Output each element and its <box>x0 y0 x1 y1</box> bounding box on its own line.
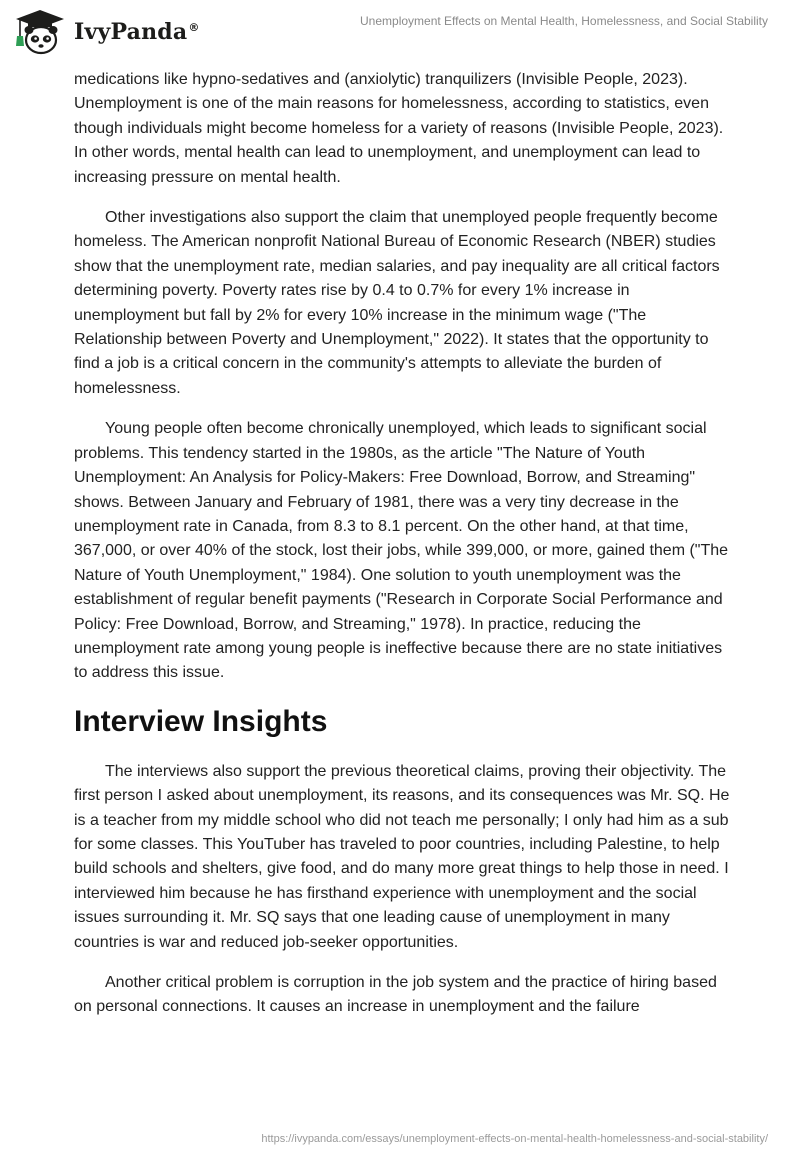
paragraph-1: medications like hypno-sedatives and (anxiolytic) tranquilizers (Invisible People, 2023). Unemployment is one of the main reasons for homelessness, according to statistics, even though individuals might become homeless for a variety of reasons (Invisible People, 2023). In other words, mental health can lead to unemployment, and unemployment can lead to increasing pressure on mental health. <box>74 71 724 186</box>
running-title: Unemployment Effects on Mental Health, Homelessness, and Social Stability <box>360 14 768 28</box>
paragraph-4: The interviews also support the previous theoretical claims, proving their objectivity. The first person I asked about unemployment, its reasons, and its consequences was Mr. SQ. He is a teacher from my middle school who did not teach me personally; I only had him as a sub for some classes. This YouTuber has traveled to poor countries, including Palestine, to help build schools and shelters, give food, and do many more great things to help those in need. I interviewed him because he has firsthand experience with unemployment and the social issues surrounding it. Mr. SQ says that one leading cause of unemployment in many countries is war and reduced job-seeker opportunities. <box>74 762 730 951</box>
page-header <box>0 0 800 62</box>
paragraph-2: Other investigations also support the claim that unemployed people frequently become homeless. The American nonprofit National Bureau of Economic Research (NBER) studies show that the unemployment rate, median salaries, and pay inequality are all critical factors determining poverty. Poverty rates rise by 0.4 to 0.7% for every 1% increase in unemployment but fall by 2% for every 10% increase in the minimum wage ("The Relationship between Poverty and Unemployment," 2022). It states that the opportunity to find a job is a critical concern in the community's attempts to alleviate the burden of homelessness. <box>74 209 720 397</box>
ivypanda-logo[interactable] <box>14 8 200 56</box>
paragraph-3: Young people often become chronically unemployed, which leads to significant social problems. This tendency started in the 1980s, as the article "The Nature of Youth Unemployment: An Analysis for Policy-Makers: Free Download, Borrow, and Streaming" shows. Between January and February of 1981, there was a very tiny decrease in the unemployment rate in Canada, from 8.3 to 8.1 percent. On the other hand, at that time, 367,000, or over 40% of the stock, lost their jobs, while 399,000, or more, gained them ("The Nature of Youth Unemployment," 1984). One solution to youth unemployment was the establishment of regular benefit payments ("Research in Corporate Social Performance and Policy: Free Download, Borrow, and Streaming," 1978). In practice, reducing the unemployment rate among young people is ineffective because there are no state initiatives to address this issue. <box>74 420 729 682</box>
graduation-panda-icon <box>14 8 66 56</box>
essay-body <box>74 68 734 1036</box>
paragraph-5: Another critical problem is corruption in the job system and the practice of hiring based on personal connections. It causes an increase in unemployment and the failure <box>74 974 717 1016</box>
logo-wordmark: IvyPanda® <box>74 19 200 45</box>
footer-url[interactable]: https://ivypanda.com/essays/unemployment-effects-on-mental-health-homelessness-and-social-stability/ <box>261 1133 768 1145</box>
section-heading: Interview Insights <box>74 704 328 738</box>
